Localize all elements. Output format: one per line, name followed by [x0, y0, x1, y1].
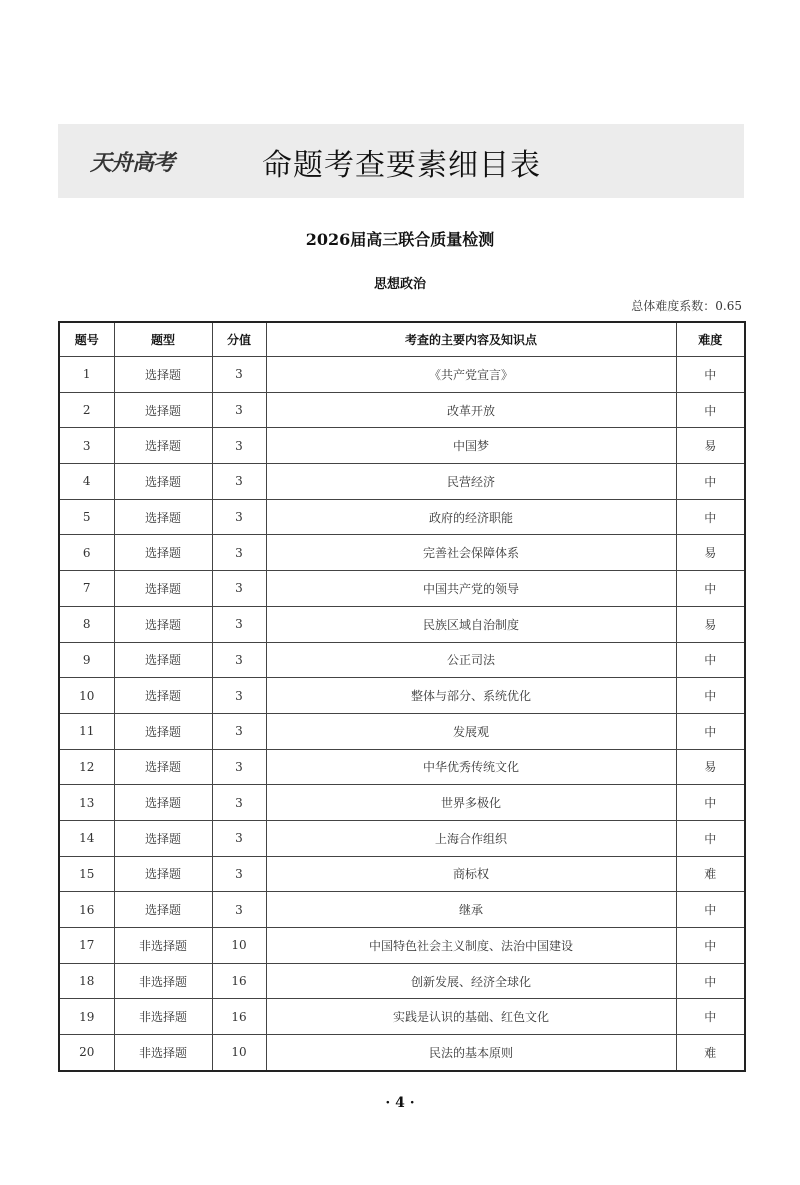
question-number: 18	[59, 963, 114, 999]
question-difficulty: 中	[676, 571, 745, 607]
question-type: 选择题	[114, 606, 212, 642]
table-row	[59, 606, 745, 642]
question-number: 2	[59, 392, 114, 428]
question-difficulty: 中	[676, 999, 745, 1035]
question-difficulty: 难	[676, 856, 745, 892]
question-number: 10	[59, 678, 114, 714]
question-type: 选择题	[114, 678, 212, 714]
table-header-row	[59, 322, 745, 357]
table-row	[59, 535, 745, 571]
header-score: 分值	[212, 322, 266, 357]
question-score: 10	[212, 928, 266, 964]
question-difficulty: 中	[676, 499, 745, 535]
question-score: 3	[212, 535, 266, 571]
exam-title: 2026届高三联合质量检测	[305, 230, 495, 249]
question-type: 非选择题	[114, 999, 212, 1035]
table-row	[59, 392, 745, 428]
question-topic: 整体与部分、系统优化	[266, 678, 676, 714]
question-number: 7	[59, 571, 114, 607]
question-topic: 完善社会保障体系	[266, 535, 676, 571]
question-topic: 中国特色社会主义制度、法治中国建设	[266, 928, 676, 964]
table-row	[59, 642, 745, 678]
question-difficulty: 易	[676, 606, 745, 642]
table-body	[59, 357, 745, 1071]
question-type: 选择题	[114, 749, 212, 785]
question-type: 非选择题	[114, 963, 212, 999]
question-number: 5	[59, 499, 114, 535]
question-type: 选择题	[114, 785, 212, 821]
question-topic: 中华优秀传统文化	[266, 749, 676, 785]
question-number: 16	[59, 892, 114, 928]
question-topic: 发展观	[266, 713, 676, 749]
table-row	[59, 856, 745, 892]
table-row	[59, 749, 745, 785]
question-number: 12	[59, 749, 114, 785]
table-row	[59, 928, 745, 964]
question-topic: 继承	[266, 892, 676, 928]
question-difficulty: 中	[676, 464, 745, 500]
question-number: 1	[59, 357, 114, 393]
question-type: 选择题	[114, 713, 212, 749]
question-score: 16	[212, 963, 266, 999]
question-type: 选择题	[114, 571, 212, 607]
question-difficulty: 中	[676, 678, 745, 714]
question-topic: 世界多极化	[266, 785, 676, 821]
header-difficulty: 难度	[676, 322, 745, 357]
question-number: 19	[59, 999, 114, 1035]
question-topic: 上海合作组织	[266, 820, 676, 856]
header-type: 题型	[114, 322, 212, 357]
question-number: 6	[59, 535, 114, 571]
question-score: 3	[212, 642, 266, 678]
question-topic: 政府的经济职能	[266, 499, 676, 535]
table-row	[59, 999, 745, 1035]
page-number: · 4 ·	[385, 1095, 415, 1111]
question-difficulty: 中	[676, 820, 745, 856]
question-score: 3	[212, 392, 266, 428]
question-difficulty: 中	[676, 713, 745, 749]
question-topic: 实践是认识的基础、红色文化	[266, 999, 676, 1035]
question-score: 3	[212, 856, 266, 892]
question-number: 17	[59, 928, 114, 964]
question-type: 选择题	[114, 642, 212, 678]
question-topic: 创新发展、经济全球化	[266, 963, 676, 999]
question-difficulty: 中	[676, 357, 745, 393]
question-topic: 《共产党宣言》	[266, 357, 676, 393]
question-number: 15	[59, 856, 114, 892]
question-number: 9	[59, 642, 114, 678]
table-row	[59, 357, 745, 393]
question-score: 3	[212, 749, 266, 785]
table-row	[59, 571, 745, 607]
question-score: 3	[212, 499, 266, 535]
exam-spec-table	[58, 321, 746, 1072]
question-difficulty: 中	[676, 963, 745, 999]
question-number: 11	[59, 713, 114, 749]
question-topic: 公正司法	[266, 642, 676, 678]
question-topic: 改革开放	[266, 392, 676, 428]
header-number: 题号	[59, 322, 114, 357]
question-difficulty: 易	[676, 749, 745, 785]
question-type: 选择题	[114, 820, 212, 856]
question-difficulty: 易	[676, 428, 745, 464]
question-difficulty: 中	[676, 928, 745, 964]
question-score: 3	[212, 820, 266, 856]
question-number: 8	[59, 606, 114, 642]
table-row	[59, 678, 745, 714]
table-row	[59, 1035, 745, 1071]
question-score: 3	[212, 678, 266, 714]
question-difficulty: 中	[676, 892, 745, 928]
table-row	[59, 820, 745, 856]
question-score: 3	[212, 606, 266, 642]
question-type: 选择题	[114, 428, 212, 464]
question-type: 选择题	[114, 357, 212, 393]
question-score: 3	[212, 464, 266, 500]
question-topic: 民营经济	[266, 464, 676, 500]
question-number: 14	[59, 820, 114, 856]
question-type: 非选择题	[114, 928, 212, 964]
subject-title: 思想政治	[373, 277, 426, 292]
table-row	[59, 428, 745, 464]
question-score: 3	[212, 713, 266, 749]
question-topic: 中国共产党的领导	[266, 571, 676, 607]
question-difficulty: 难	[676, 1035, 745, 1071]
question-type: 选择题	[114, 892, 212, 928]
page-title: 命题考查要素细目表	[262, 148, 541, 183]
question-score: 10	[212, 1035, 266, 1071]
question-type: 选择题	[114, 535, 212, 571]
question-topic: 民族区域自治制度	[266, 606, 676, 642]
question-score: 3	[212, 357, 266, 393]
question-type: 选择题	[114, 392, 212, 428]
header-topic: 考查的主要内容及知识点	[266, 322, 676, 357]
question-score: 16	[212, 999, 266, 1035]
question-difficulty: 中	[676, 785, 745, 821]
question-difficulty: 易	[676, 535, 745, 571]
question-score: 3	[212, 785, 266, 821]
question-type: 选择题	[114, 464, 212, 500]
table-row	[59, 499, 745, 535]
question-score: 3	[212, 571, 266, 607]
question-type: 非选择题	[114, 1035, 212, 1071]
table-row	[59, 785, 745, 821]
question-topic: 中国梦	[266, 428, 676, 464]
question-score: 3	[212, 428, 266, 464]
question-number: 13	[59, 785, 114, 821]
question-number: 20	[59, 1035, 114, 1071]
overall-difficulty: 总体难度系数：0.65	[631, 299, 742, 313]
brand-logo: 天舟高考	[90, 151, 175, 176]
table-row	[59, 963, 745, 999]
question-difficulty: 中	[676, 392, 745, 428]
question-topic: 民法的基本原则	[266, 1035, 676, 1071]
question-score: 3	[212, 892, 266, 928]
question-difficulty: 中	[676, 642, 745, 678]
table-row	[59, 892, 745, 928]
question-number: 3	[59, 428, 114, 464]
question-number: 4	[59, 464, 114, 500]
question-type: 选择题	[114, 856, 212, 892]
question-topic: 商标权	[266, 856, 676, 892]
table-row	[59, 464, 745, 500]
table-row	[59, 713, 745, 749]
question-type: 选择题	[114, 499, 212, 535]
